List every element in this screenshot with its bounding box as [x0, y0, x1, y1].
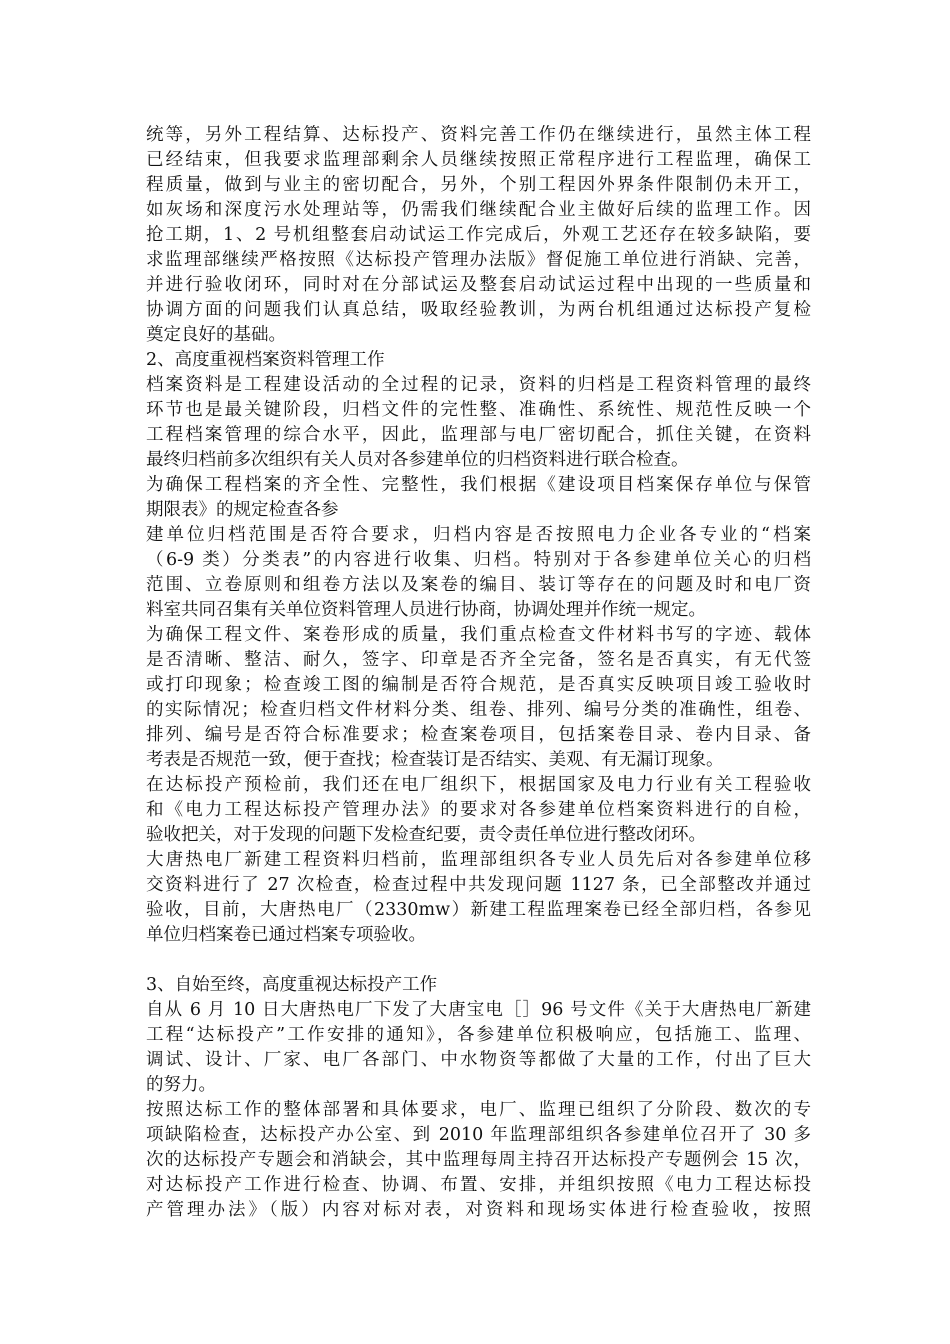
text-line: 奠定良好的基础。 — [146, 325, 286, 345]
text-line: 为确保工程档案的齐全性、完整性，我们根据《建设项目档案保存单位与保管 — [146, 475, 811, 495]
text-line: 建单位归档范围是否符合要求，归档内容是否按照电力企业各专业的“档案 — [146, 525, 811, 545]
text-line: 环节也是最关键阶段，归档文件的完性整、准确性、系统性、规范性反映一个 — [146, 400, 811, 420]
text-line: 程质量，做到与业主的密切配合，另外，个别工程因外界条件限制仍未开工， — [146, 175, 811, 195]
text-line: 考表是否规范一致，便于查找；检查装订是否结实、美观、有无漏订现象。 — [146, 750, 724, 770]
text-line: 为确保工程文件、案卷形成的质量，我们重点检查文件材料书写的字迹、载体 — [146, 625, 811, 645]
text-line: 或打印现象；检查竣工图的编制是否符合规范，是否真实反映项目竣工验收时 — [146, 675, 811, 695]
text-line: （6-9 类）分类表”的内容进行收集、归档。特别对于各参建单位关心的归档 — [146, 550, 811, 570]
text-line: 按照达标工作的整体部署和具体要求，电厂、监理已组织了分阶段、数次的专 — [146, 1100, 811, 1120]
text-line: 次的达标投产专题会和消缺会，其中监理每周主持召开达标投产专题例会 15 次， — [146, 1150, 811, 1170]
text-line: 料室共同召集有关单位资料管理人员进行协商，协调处理并作统一规定。 — [146, 600, 706, 620]
text-line: 在达标投产预检前，我们还在电厂组织下，根据国家及电力行业有关工程验收 — [146, 775, 811, 795]
text-line: 对达标投产工作进行检查、协调、布置、安排，并组织按照《电力工程达标投 — [146, 1175, 811, 1195]
text-line: 排列、编号是否符合标准要求；检查案卷项目，包括案卷目录、卷内目录、备 — [146, 725, 811, 745]
document-page — [146, 123, 811, 1223]
text-line: 档案资料是工程建设活动的全过程的记录，资料的归档是工程资料管理的最终 — [146, 375, 811, 395]
text-line: 项缺陷检查，达标投产办公室、到 2010 年监理部组织各参建单位召开了 30 多 — [146, 1125, 811, 1145]
text-line: 调试、设计、厂家、电厂各部门、中水物资等都做了大量的工作，付出了巨大 — [146, 1050, 811, 1070]
text-line: 验收把关，对于发现的问题下发检查纪要，责令责任单位进行整改闭环。 — [146, 825, 706, 845]
text-line: 验收，目前，大唐热电厂（2330mw）新建工程监理案卷已经全部归档，各参见 — [146, 900, 811, 920]
text-line: 范围、立卷原则和组卷方法以及案卷的编目、装订等存在的问题及时和电厂资 — [146, 575, 811, 595]
text-line: 工程“达标投产”工作安排的通知》，各参建单位积极响应，包括施工、监理、 — [146, 1025, 811, 1045]
text-line: 统等，另外工程结算、达标投产、资料完善工作仍在继续进行，虽然主体工程 — [146, 125, 811, 145]
text-line: 并进行验收闭环，同时对在分部试运及整套启动试运过程中出现的一些质量和 — [146, 275, 811, 295]
text-line: 如灰场和深度污水处理站等，仍需我们继续配合业主做好后续的监理工作。因 — [146, 200, 811, 220]
text-line: 求监理部继续严格按照《达标投产管理办法版》督促施工单位进行消缺、完善， — [146, 250, 811, 270]
text-line: 大唐热电厂新建工程资料归档前，监理部组织各专业人员先后对各参建单位移 — [146, 850, 811, 870]
text-line: 抢工期，1、2 号机组整套启动试运工作完成后，外观工艺还存在较多缺陷，要 — [146, 225, 811, 245]
text-line: 和《电力工程达标投产管理办法》的要求对各参建单位档案资料进行的自检， — [146, 800, 811, 820]
text-line: 自从 6 月 10 日大唐热电厂下发了大唐宝电［］96 号文件《关于大唐热电厂新建 — [146, 1000, 811, 1020]
text-line: 产管理办法》（版）内容对标对表，对资料和现场实体进行检查验收，按照 — [146, 1200, 811, 1220]
document-body-part-1 — [146, 123, 811, 948]
text-line: 2、高度重视档案资料管理工作 — [146, 350, 385, 370]
text-line: 期限表》的规定检查各参 — [146, 500, 339, 520]
text-line: 3、自始至终，高度重视达标投产工作 — [146, 975, 438, 995]
text-line: 已经结束，但我要求监理部剩余人员继续按照正常程序进行工程监理，确保工 — [146, 150, 811, 170]
paragraph-gap — [146, 948, 811, 973]
text-line: 的努力。 — [146, 1075, 216, 1095]
text-line: 交资料进行了 27 次检查，检查过程中共发现问题 1127 条，已全部整改并通过 — [146, 875, 811, 895]
text-line: 工程档案管理的综合水平，因此，监理部与电厂密切配合，抓住关键，在资料 — [146, 425, 811, 445]
text-line: 最终归档前多次组织有关人员对各参建单位的归档资料进行联合检查。 — [146, 450, 689, 470]
document-body-part-2 — [146, 973, 811, 1223]
text-line: 单位归档案卷已通过档案专项验收。 — [146, 925, 426, 945]
text-line: 协调方面的问题我们认真总结，吸取经验教训，为两台机组通过达标投产复检 — [146, 300, 811, 320]
text-line: 是否清晰、整洁、耐久，签字、印章是否齐全完备，签名是否真实，有无代签 — [146, 650, 811, 670]
text-line: 的实际情况；检查归档文件材料分类、组卷、排列、编号分类的准确性，组卷、 — [146, 700, 811, 720]
